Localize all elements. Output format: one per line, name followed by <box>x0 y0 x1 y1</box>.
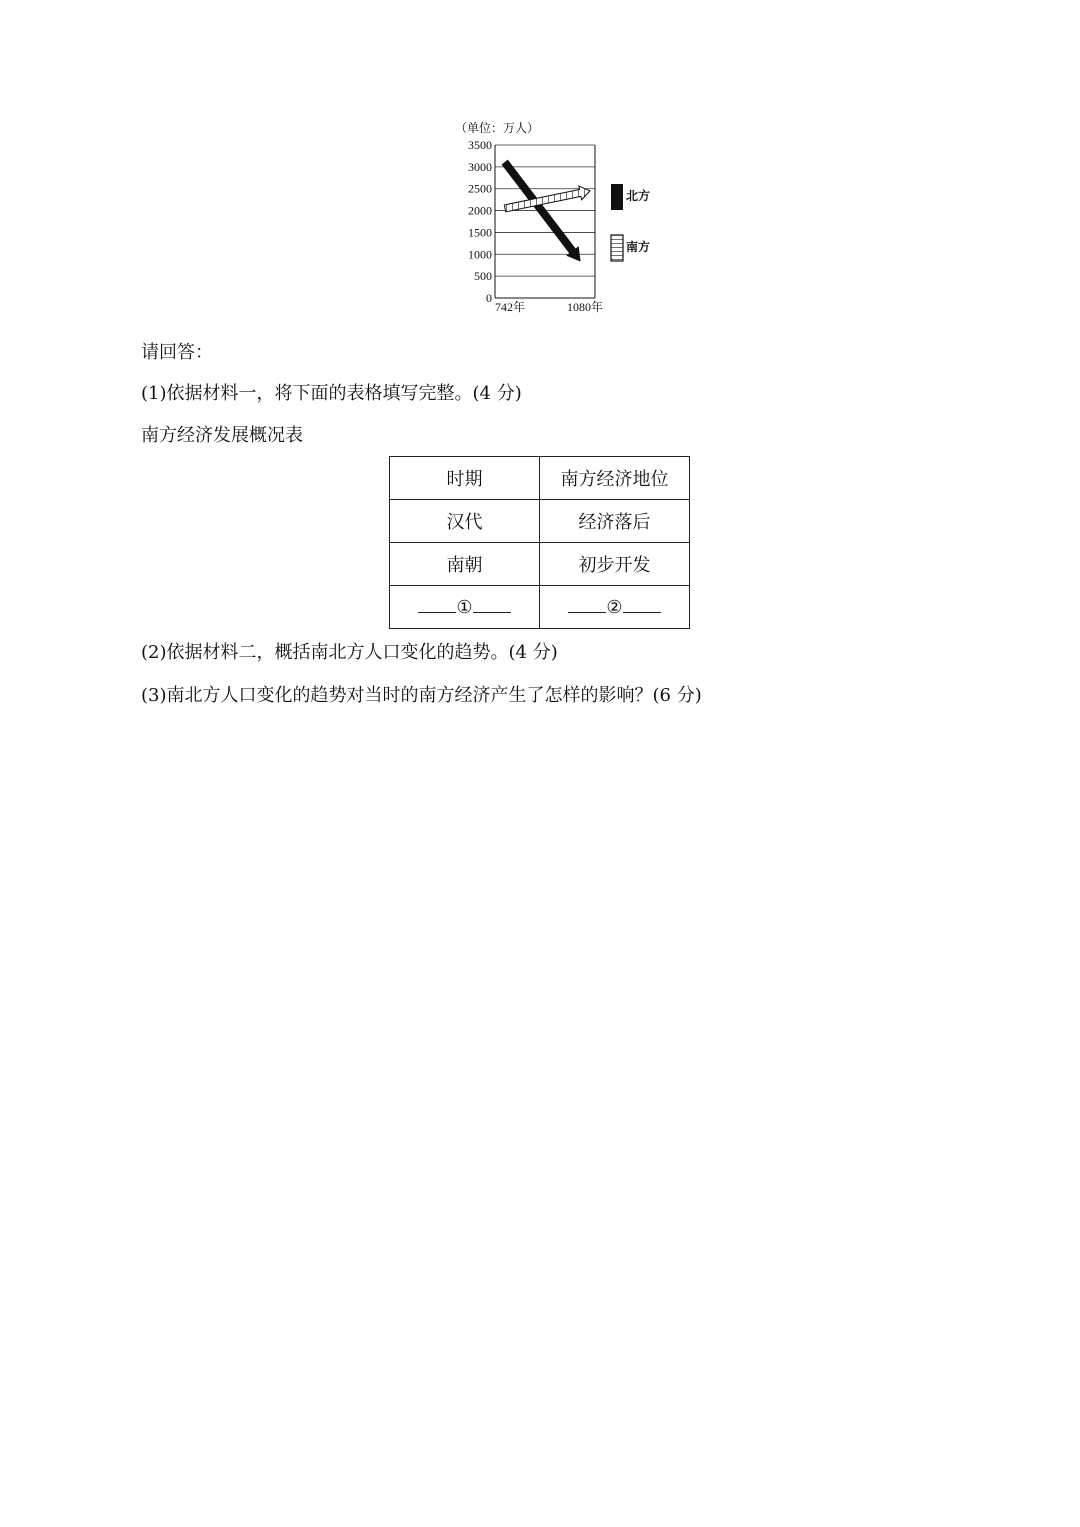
header-status: 南方经济地位 <box>540 457 690 500</box>
population-chart <box>440 115 680 320</box>
cell-status: 初步开发 <box>540 543 690 586</box>
answer-blank-2[interactable] <box>540 586 690 629</box>
legend-swatch-north <box>611 184 623 210</box>
table-header-row <box>390 457 690 500</box>
cell-period: 南朝 <box>390 543 540 586</box>
question-2: (2)依据材料二，概括南北方人口变化的趋势。(4 分) <box>141 642 558 663</box>
x-tick-label: 1080年 <box>566 300 604 314</box>
population-chart-svg <box>440 115 680 320</box>
y-tick-label: 1500 <box>468 225 492 240</box>
table-title: 南方经济发展概况表 <box>141 425 303 446</box>
question-3: (3)南北方人口变化的趋势对当时的南方经济产生了怎样的影响？(6 分) <box>141 685 702 706</box>
blank-mark-2: ② <box>606 596 623 618</box>
y-tick-label: 3000 <box>468 159 492 174</box>
blank-mark-1: ① <box>456 596 473 618</box>
economy-table <box>389 456 690 629</box>
table-row <box>390 543 690 586</box>
cell-period: 汉代 <box>390 500 540 543</box>
y-tick-label: 3500 <box>468 138 492 152</box>
table-row-blank <box>390 586 690 629</box>
answer-blank-1[interactable] <box>390 586 540 629</box>
y-tick-label: 2500 <box>468 181 492 196</box>
y-tick-label: 0 <box>486 291 492 305</box>
y-tick-label: 2000 <box>468 203 492 218</box>
header-period: 时期 <box>390 457 540 500</box>
prompt-text: 请回答： <box>141 342 213 363</box>
x-tick-label: 742年 <box>494 300 526 314</box>
legend-label: 南方 <box>626 240 651 254</box>
y-tick-label: 500 <box>474 269 492 284</box>
y-tick-label: 1000 <box>468 247 492 262</box>
question-1: (1)依据材料一，将下面的表格填写完整。(4 分) <box>141 383 522 404</box>
legend-label: 北方 <box>626 189 651 203</box>
legend-swatch-south <box>611 235 623 261</box>
unit-label: （单位：万人） <box>455 121 540 135</box>
cell-status: 经济落后 <box>540 500 690 543</box>
series-south-arrow <box>504 186 590 212</box>
table-row <box>390 500 690 543</box>
